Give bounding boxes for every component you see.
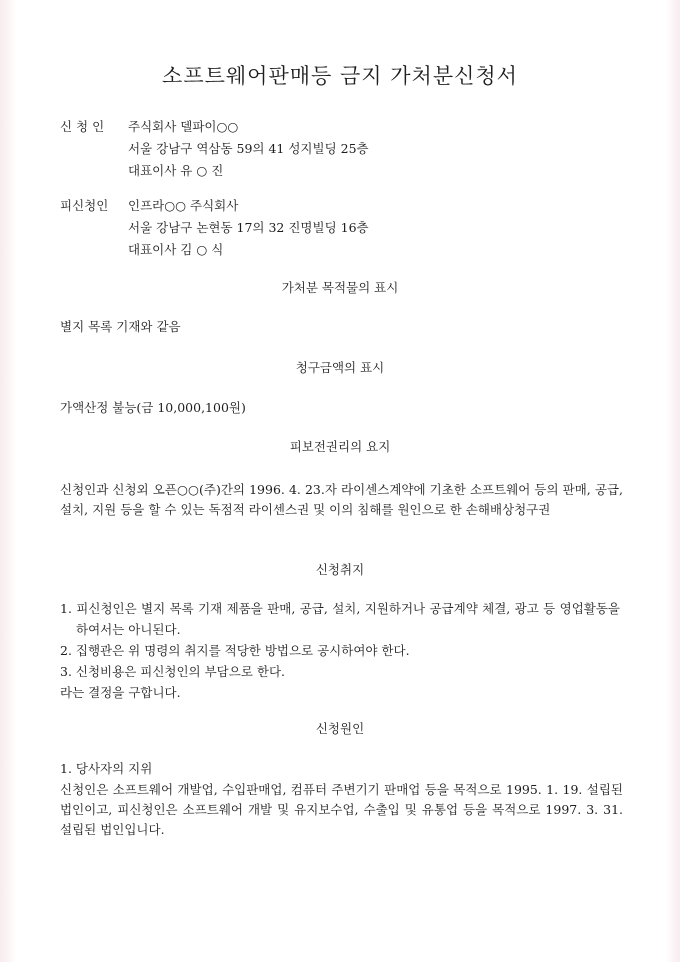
object-heading: 가처분 목적물의 표시 — [281, 280, 399, 295]
protected-right-text: 신청인과 신청외 오픈○○(주)간의 1996. 4. 23.자 라이센스계약에 기초한 소프트웨어 등의 판매, 공급, 설치, 지원 등을 할 수 있는 독점적 라이센스권 및 이의 침해를 원인으로 한 손해배상청구권 — [60, 482, 623, 517]
purpose-item: 3. 신청비용은 피신청인의 부담으로 한다. — [60, 664, 285, 679]
purpose-item: 1. 피신청인은 별지 목록 기재 제품을 판매, 공급, 설치, 지원하거나 공급계약 체결, 광고 등 영업활동을 하여서는 아니된다. — [60, 601, 620, 637]
reasons-heading: 신청원인 — [315, 721, 365, 736]
applicant-role-label: 신 청 인 — [60, 119, 105, 134]
respondent-address: 서울 강남구 논현동 17의 32 진명빌딩 16층 — [128, 220, 369, 235]
respondent-name: 인프라○○ 주식회사 — [128, 198, 239, 213]
claim-amount-heading: 청구금액의 표시 — [295, 360, 385, 375]
claim-amount-text: 가액산정 불능(금 10,000,100원) — [60, 400, 246, 415]
applicant-representative: 대표이사 유 ○ 진 — [128, 163, 224, 178]
reasons-subheading: 1. 당사자의 지위 — [60, 761, 153, 776]
object-text: 별지 목록 기재와 같음 — [60, 319, 181, 334]
applicant-details — [128, 116, 369, 182]
page-edge-right — [666, 0, 680, 962]
purpose-closing: 라는 결정을 구합니다. — [60, 685, 181, 700]
respondent-role-label: 피신청인 — [60, 198, 109, 213]
document-title: 소프트웨어판매등 금지 가처분신청서 — [162, 64, 518, 88]
applicant-name: 주식회사 델파이○○ — [128, 119, 239, 134]
purpose-heading: 신청취지 — [315, 562, 365, 577]
purpose-item: 2. 집행관은 위 명령의 취지를 적당한 방법으로 공시하여야 한다. — [60, 643, 410, 658]
respondent-details — [128, 195, 369, 261]
applicant-address: 서울 강남구 역삼동 59의 41 성지빌딩 25층 — [128, 141, 369, 156]
purpose-list — [60, 598, 620, 703]
reasons-text: 신청인은 소프트웨어 개발업, 수입판매업, 컴퓨터 주변기기 판매업 등을 목적으로 1995. 1. 19. 설립된 법인이고, 피신청인은 소프트웨어 개발 및 유지보수업, 수출입 및 유통업 등을 목적으로 1997. 3. 31. 설립된 법인입니다. — [60, 782, 623, 837]
respondent-representative: 대표이사 김 ○ 식 — [128, 242, 224, 257]
protected-right-heading: 피보전권리의 요지 — [289, 439, 391, 454]
page-edge-left — [0, 0, 16, 962]
